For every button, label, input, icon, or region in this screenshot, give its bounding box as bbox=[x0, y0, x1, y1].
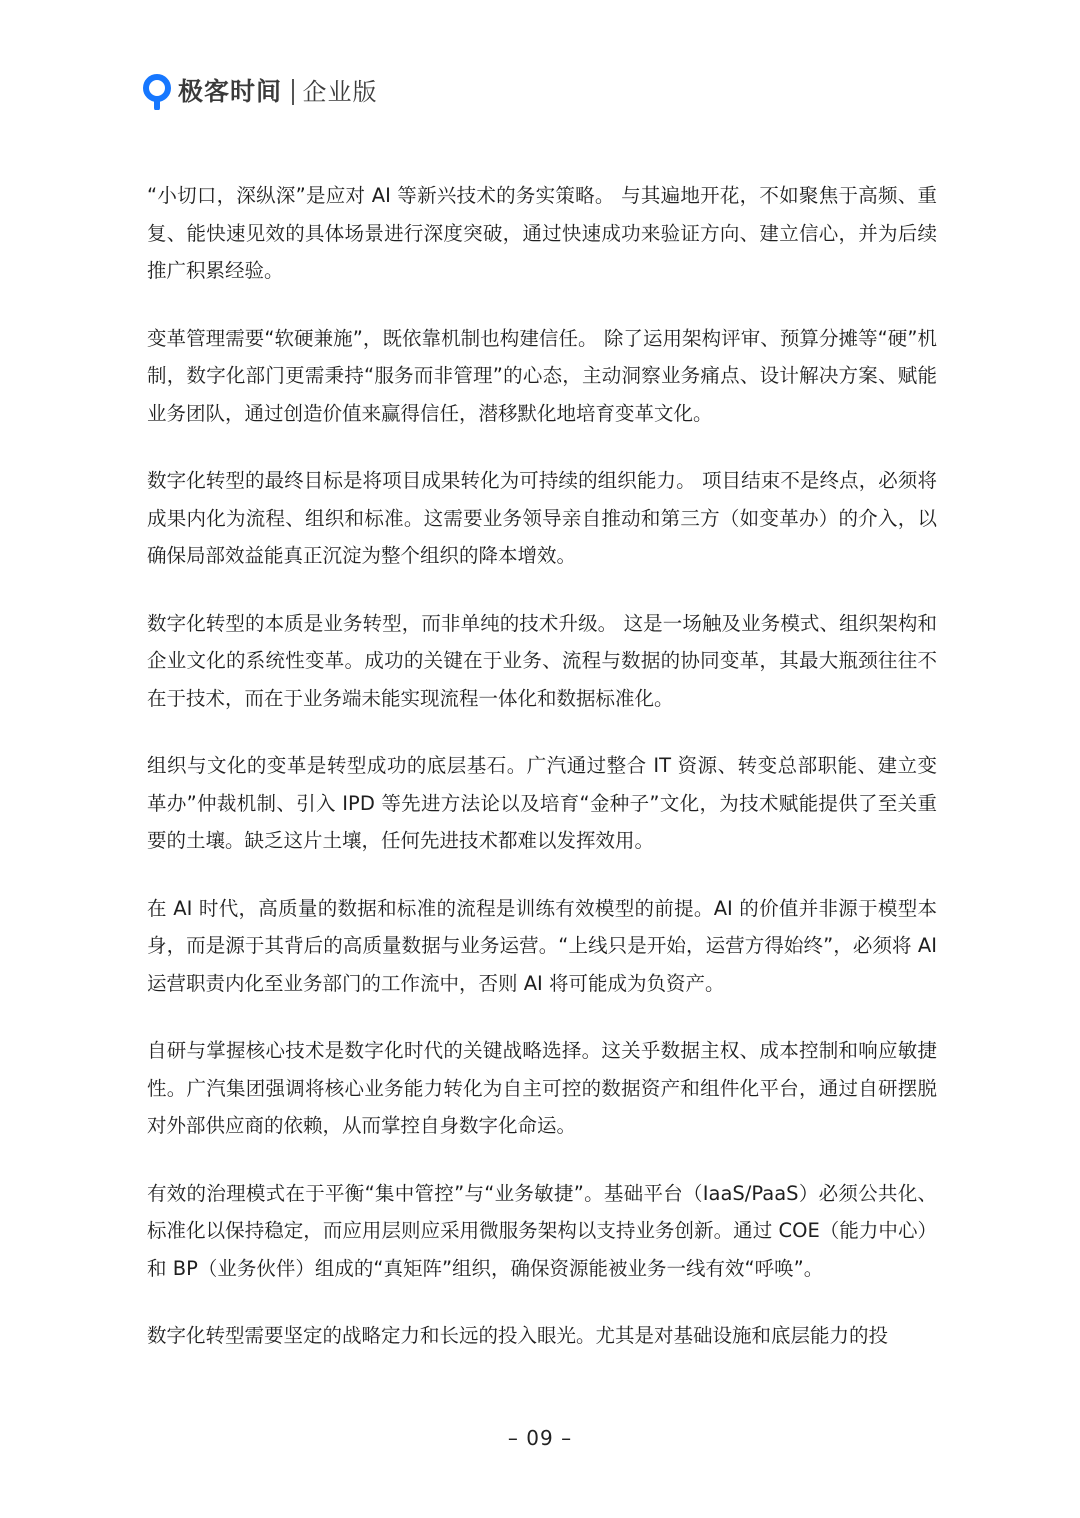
paragraph-5: 组织与文化的变革是转型成功的底层基石。广汽通过整合 IT 资源、转变总部职能、建立变革办”仲裁机制、引入 IPD 等先进方法论以及培育“金种子”文化，为技术赋能提供了至关重要的土壤。缺乏这片土壤，任何先进技术都难以发挥效用。 bbox=[147, 754, 937, 852]
paragraph-6: 在 AI 时代，高质量的数据和标准的流程是训练有效模型的前提。AI 的价值并非源于模型本身，而是源于其背后的高质量数据与业务运营。“上线只是开始，运营方得始终”，必须将 AI 运营职责内化至业务部门的工作流中，否则 AI 将可能成为负资产。 bbox=[147, 896, 937, 995]
logo-divider bbox=[292, 79, 294, 105]
paragraph-7: 自研与掌握核心技术是数字化时代的关键战略选择。这关乎数据主权、成本控制和响应敏捷性。广汽集团强调将核心业务能力转化为自主可控的数据资产和组件化平台，通过自研摆脱对外部供应商的依赖，从而掌控自身数字化命运。 bbox=[147, 1039, 937, 1137]
article-body bbox=[147, 177, 937, 1385]
paragraph-8: 有效的治理模式在于平衡“集中管控”与“业务敏捷”。基础平台（IaaS/PaaS）必须公共化、标准化以保持稳定，而应用层则应采用微服务架构以支持业务创新。通过 COE（能力中心）和 BP（业务伙伴）组成的“真矩阵”组织，确保资源能被业务一线有效“呼唤”。 bbox=[147, 1181, 937, 1280]
paragraph-1: “小切口，深纵深”是应对 AI 等新兴技术的务实策略。 与其遍地开花，不如聚焦于高频、重复、能快速见效的具体场景进行深度突破，通过快速成功来验证方向、建立信心，并为后续推广积累经验。 bbox=[147, 184, 937, 282]
brand-edition: 企业版 bbox=[302, 78, 378, 106]
page-number: – 09 – bbox=[507, 1426, 573, 1450]
paragraph-4: 数字化转型的本质是业务转型，而非单纯的技术升级。 这是一场触及业务模式、组织架构和企业文化的系统性变革。成功的关键在于业务、流程与数据的协同变革，其最大瓶颈往往不在于技术，而在于业务端未能实现流程一体化和数据标准化。 bbox=[147, 611, 937, 710]
paragraph-3: 数字化转型的最终目标是将项目成果转化为可持续的组织能力。 项目结束不是终点，必须将成果内化为流程、组织和标准。这需要业务领导亲自推动和第三方（如变革办）的介入，以确保局部效益能真正沉淀为整个组织的降本增效。 bbox=[147, 469, 937, 567]
brand-logo bbox=[142, 72, 378, 112]
paragraph-9: 数字化转型需要坚定的战略定力和长远的投入眼光。尤其是对基础设施和底层能力的投 bbox=[147, 1324, 889, 1347]
geektime-logo-icon bbox=[142, 74, 172, 110]
paragraph-2: 变革管理需要“软硬兼施”，既依靠机制也构建信任。 除了运用架构评审、预算分摊等“硬”机制，数字化部门更需秉持“服务而非管理”的心态，主动洞察业务痛点、设计解决方案、赋能业务团队，通过创造价值来赢得信任，潜移默化地培育变革文化。 bbox=[147, 326, 937, 425]
brand-name: 极客时间 bbox=[178, 77, 283, 106]
